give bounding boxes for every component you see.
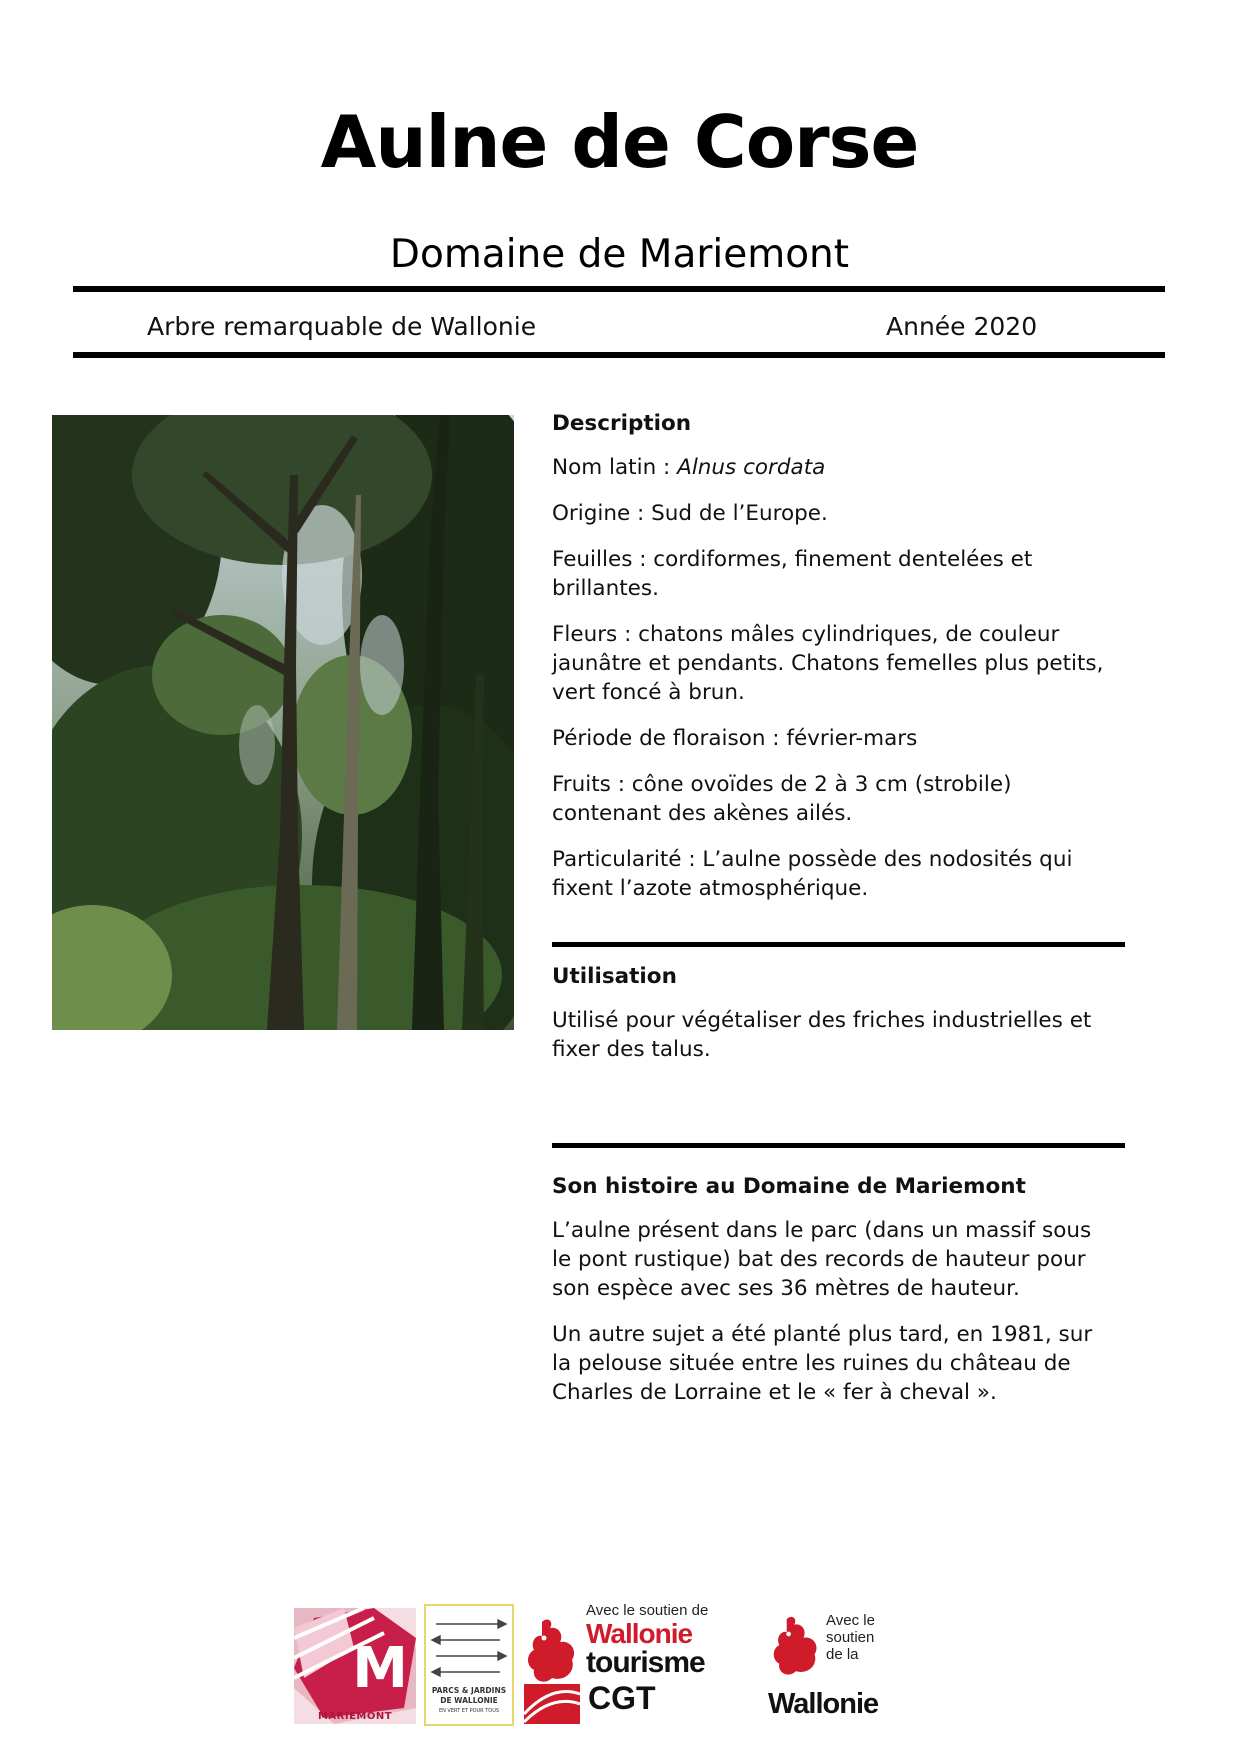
pj-line-1: PARCS & JARDINS [431,1686,507,1695]
wallonie-tourisme-logo [524,1602,724,1724]
utilisation-text: Utilisé pour végétaliser des friches industrielles et fixer des talus. [552,1008,1092,1062]
wt-tourisme-text: tourisme [586,1646,705,1679]
flowering-period-text: Période de floraison : février-mars [552,726,918,751]
wt-support-text: Avec le soutien de [586,1602,709,1619]
mariemont-logo [294,1608,416,1724]
leaves-text: Feuilles : cordiformes, finement dentelées et brillantes. [552,547,1033,601]
section-histoire [552,1172,1104,1424]
header-rule-top [73,286,1165,292]
cgt-emblem-icon [524,1684,580,1724]
header-meta-left: Arbre remarquable de Wallonie [147,312,537,341]
latin-name-line [552,453,1104,482]
rooster-icon [770,1612,822,1682]
page-title: Aulne de Corse [320,100,919,184]
histoire-paragraph-2: Un autre sujet a été planté plus tard, en 1981, sur la pelouse située entre les ruines du château de Charles de Lorraine et le « fer à cheval ». [552,1322,1093,1405]
parcs-jardins-logo [424,1604,514,1726]
tree-photo [52,415,514,1030]
mariemont-wordmark: MARIEMONT [317,1711,393,1722]
latin-name: Alnus cordata [677,455,826,480]
histoire-paragraph-1: L’aulne présent dans le parc (dans un massif sous le pont rustique) bat des records de hauteur pour son espèce avec ses 36 mètres de hauteur. [552,1218,1092,1301]
header-meta-right: Année 2020 [886,312,1038,341]
description-heading: Description [552,411,692,436]
origin-text: Origine : Sud de l’Europe. [552,501,828,526]
sw-wallonie-text: Wallonie [768,1688,879,1720]
section-divider-1 [552,942,1125,947]
soutien-wallonie-logo [768,1612,898,1722]
sw-line-3: de la [826,1646,859,1663]
section-description [552,409,1104,920]
sw-support-text [826,1612,875,1663]
histoire-heading: Son histoire au Domaine de Mariemont [552,1174,1026,1199]
header-rule-bottom [73,352,1165,358]
section-divider-2 [552,1143,1125,1148]
rooster-icon [524,1616,580,1688]
pj-line-3: EN VERT ET POUR TOUS [438,1708,500,1714]
wt-wallonie-text: Wallonie [586,1618,693,1649]
parcs-jardins-text [426,1686,512,1716]
particularity-text: Particularité : L’aulne possède des nodosités qui fixent l’azote atmosphérique. [552,847,1073,901]
latin-label: Nom latin : [552,455,678,480]
footer-logos [0,1598,1239,1723]
utilisation-heading: Utilisation [552,964,677,989]
pj-line-2: DE WALLONIE [440,1696,498,1705]
wt-cgt-text: CGT [588,1680,656,1716]
sw-line-2: soutien [826,1629,875,1646]
fruits-text: Fruits : cône ovoïdes de 2 à 3 cm (strobile) contenant des akènes ailés. [552,772,1012,826]
section-utilisation [552,962,1104,1081]
page-subtitle: Domaine de Mariemont [389,232,850,277]
sw-line-1: Avec le [826,1612,875,1629]
flowers-text: Fleurs : chatons mâles cylindriques, de couleur jaunâtre et pendants. Chatons femelles plus petits, vert foncé à brun. [552,622,1104,705]
mariemont-m-letter: M [352,1636,408,1701]
